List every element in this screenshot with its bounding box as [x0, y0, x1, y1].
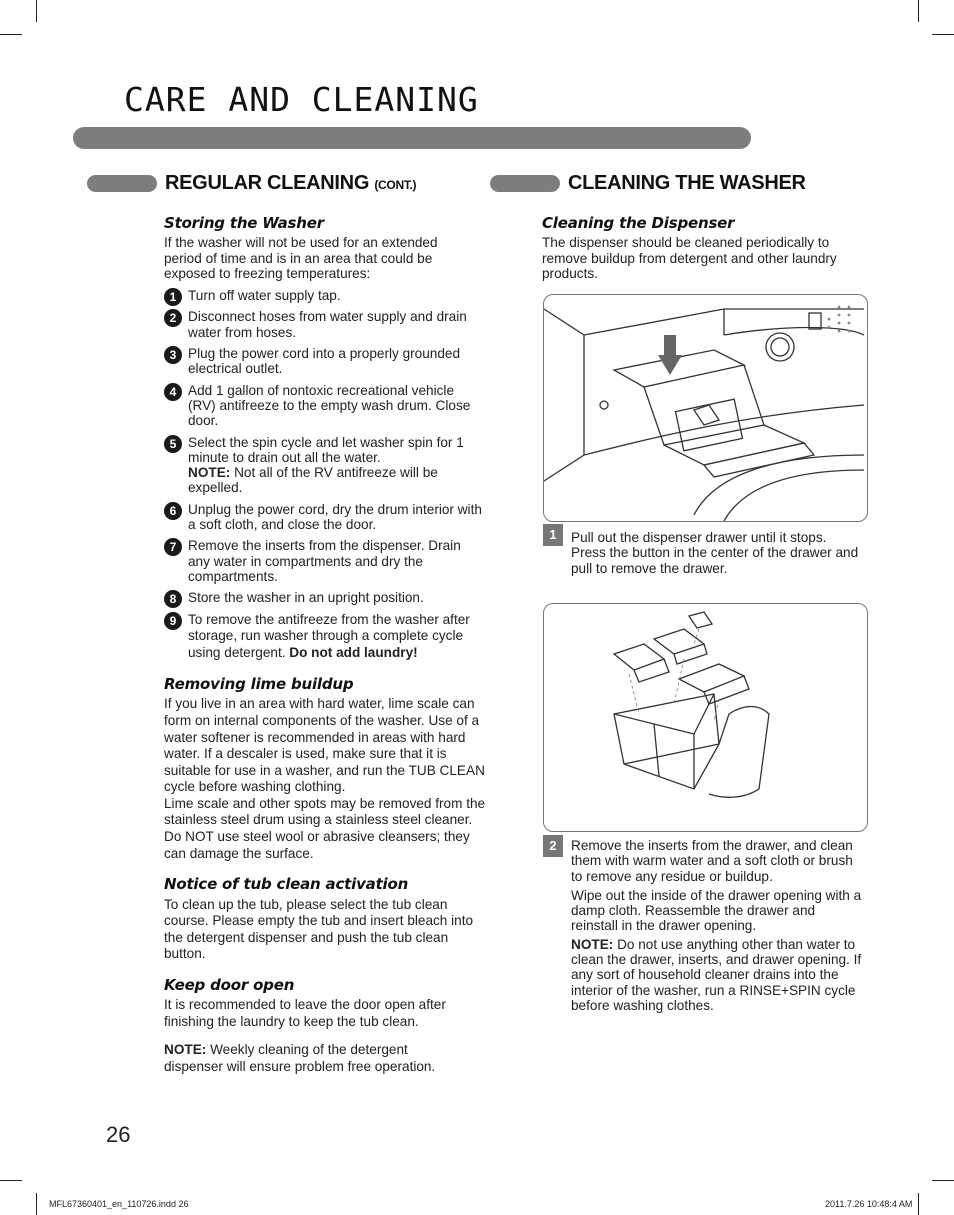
section-heading-text: REGULAR CLEANING — [165, 172, 370, 194]
step-text: Store the washer in an upright position. — [188, 590, 424, 606]
note-label: NOTE: — [164, 1042, 207, 1058]
door-body: It is recommended to leave the door open after finishing the laundry to keep the tub clean. — [164, 997, 446, 1029]
step-number: 7 — [164, 538, 182, 556]
step-text-main: Select the spin cycle and let washer spin for 1 minute to drain out all the water. — [188, 434, 464, 465]
step-6 — [164, 502, 490, 533]
crop-mark — [918, 0, 919, 22]
lime-title: Removing lime buildup — [164, 675, 354, 694]
step-text: Add 1 gallon of nontoxic recreational vehicle (RV) antifreeze to the empty wash drum. Close door. — [188, 382, 471, 429]
figure-1-caption: Pull out the dispenser drawer until it stops. Press the button in the center of the drawer and pull to remove the drawer. — [571, 530, 859, 576]
step-number: 6 — [164, 502, 182, 520]
footer-timestamp: 2011.7.26 10:48:4 AM — [825, 1199, 913, 1209]
figure-2-caption-text: Remove the inserts from the drawer, and clean them with warm water and a soft cloth or brush to remove any residue or buildup. — [571, 838, 853, 884]
figure-2-caption — [571, 838, 863, 1013]
section-heading-regular-cleaning — [165, 172, 416, 195]
step-text: Turn off water supply tap. — [188, 288, 341, 304]
page-title: CARE AND CLEANING — [124, 80, 479, 119]
step-text-main: To remove the antifreeze from the washer after storage, run washer through a complete cycle using detergent. — [188, 611, 470, 660]
lime-body-2: Lime scale and other spots may be removed from the stainless steel drum using a stainless steel cleaner. Do NOT use steel wool or abrasive cleansers; they can damage the surface. — [164, 795, 486, 861]
step-2 — [164, 309, 490, 340]
step-text: Plug the power cord into a properly grounded electrical outlet. — [188, 346, 461, 377]
footer-file-info: MFL67360401_en_110726.indd 26 — [49, 1199, 189, 1209]
storing-section — [164, 216, 490, 661]
section-heading-suffix: (CONT.) — [374, 178, 417, 192]
step-note-text: Not all of the RV antifreeze will be expelled. — [188, 465, 438, 496]
crop-mark — [918, 1193, 919, 1215]
note-text: Do not use anything other than water to clean the drawer, inserts, and drawer opening. If any sort of household cleaner drains into the interior of the washer, run a RINSE+SPIN cycle before washing clothes. — [571, 936, 862, 1013]
figure-dispenser-drawer — [543, 294, 868, 522]
step-1 — [164, 288, 490, 303]
figure-number-2: 2 — [543, 835, 563, 857]
step-number: 3 — [164, 346, 182, 364]
step-number: 4 — [164, 383, 182, 401]
step-text — [188, 612, 486, 662]
page-number: 26 — [106, 1122, 131, 1147]
lime-section — [164, 677, 490, 862]
section-heading-cleaning-the-washer: CLEANING THE WASHER — [568, 172, 806, 194]
step-7 — [164, 538, 490, 584]
crop-mark — [932, 34, 954, 35]
step-text: Unplug the power cord, dry the drum interior with a soft cloth, and close the door. — [188, 501, 482, 533]
step-bold-end: Do not add laundry! — [289, 644, 418, 660]
step-text: Disconnect hoses from water supply and drain water from hoses. — [188, 309, 467, 340]
step-number: 9 — [164, 612, 182, 630]
step-text: Remove the inserts from the dispenser. Drain any water in compartments and dry the compartments. — [188, 538, 461, 584]
dispenser-drawer-illustration — [544, 295, 867, 521]
step-number: 2 — [164, 309, 182, 327]
crop-mark — [36, 0, 37, 22]
notice-section — [164, 877, 490, 963]
right-column — [542, 216, 852, 281]
crop-mark — [0, 34, 22, 35]
storing-title: Storing the Washer — [164, 214, 324, 232]
storing-intro: If the washer will not be used for an extended period of time and is in an area that could be exposed to freezing temperatures: — [164, 235, 438, 281]
step-number: 8 — [164, 590, 182, 608]
figure-dispenser-inserts — [543, 603, 868, 832]
notice-title: Notice of tub clean activation — [164, 875, 409, 894]
note-label: NOTE: — [571, 936, 614, 952]
figure-number-1: 1 — [543, 524, 563, 546]
crop-mark — [932, 1180, 954, 1181]
note-text: Weekly cleaning of the detergent dispenser will ensure problem free operation. — [164, 1042, 436, 1074]
left-column — [164, 216, 490, 1075]
dispenser-intro: The dispenser should be cleaned periodically to remove buildup from detergent and other laundry products. — [542, 235, 837, 281]
lime-body: If you live in an area with hard water, lime scale can form on internal components of the washer. Use of a water softener is recommended in areas with hard water. If a descaler is used, make sure that it is suitable for use in a washer, and run the TUB CLEAN cycle before washing clothing. — [164, 696, 485, 795]
section-pill-left — [87, 175, 157, 192]
title-bar — [73, 127, 751, 149]
dispenser-title: Cleaning the Dispenser — [542, 214, 735, 232]
step-text — [188, 435, 483, 496]
crop-mark — [0, 1180, 22, 1181]
door-title: Keep door open — [164, 975, 295, 994]
figure-2-caption-text-2: Wipe out the inside of the drawer opening with a damp cloth. Reassemble the drawer and reinstall in the drawer opening. — [571, 887, 862, 934]
weekly-note — [164, 1042, 464, 1075]
crop-mark — [36, 1193, 37, 1215]
step-3 — [164, 346, 490, 377]
step-5 — [164, 435, 490, 496]
step-number: 5 — [164, 435, 182, 453]
step-4 — [164, 383, 490, 429]
step-8 — [164, 590, 490, 605]
step-note-label: NOTE: — [188, 465, 231, 481]
dispenser-inserts-illustration — [544, 604, 867, 831]
step-9 — [164, 612, 490, 662]
section-pill-right — [490, 175, 560, 192]
figure-2-note — [571, 937, 863, 1013]
door-section — [164, 975, 490, 1030]
step-number: 1 — [164, 288, 182, 306]
notice-body: To clean up the tub, please select the tub clean course. Please empty the tub and insert bleach into the detergent dispenser and push the tub clean button. — [164, 896, 474, 962]
